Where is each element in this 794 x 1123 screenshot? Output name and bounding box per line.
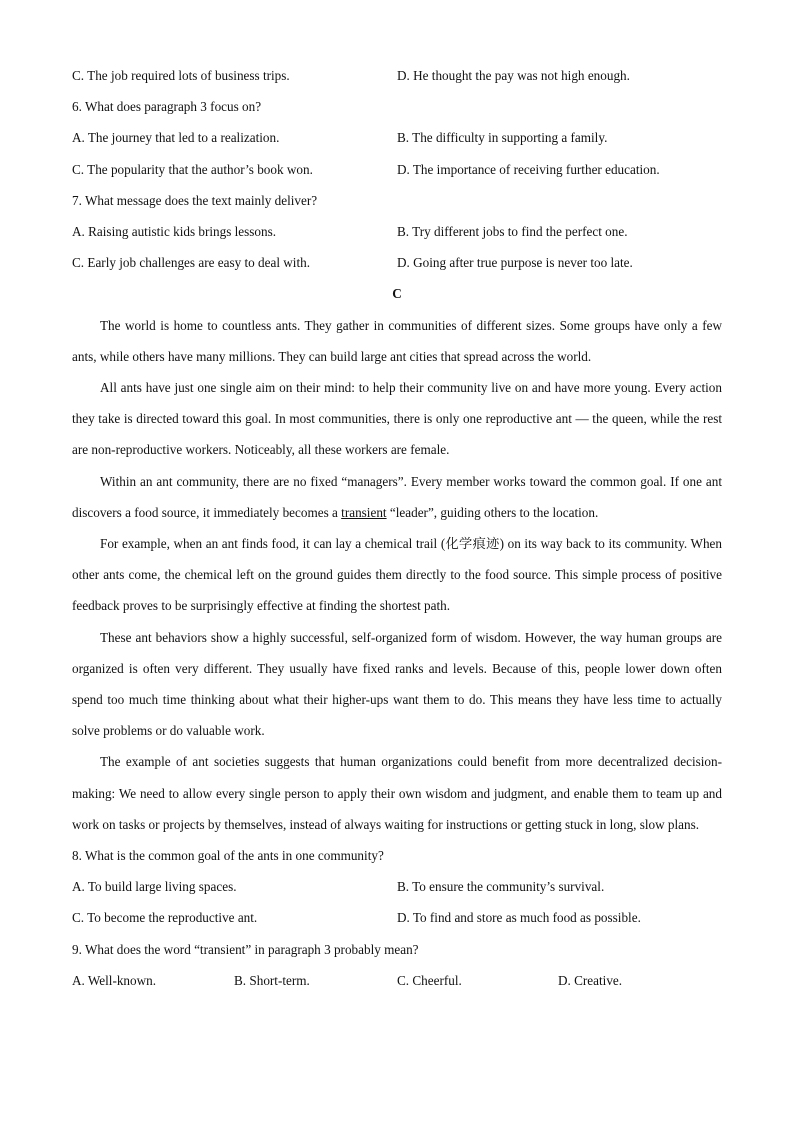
q9-option-d: D. Creative.: [558, 972, 623, 988]
q9-stem: 9. What does the word “transient” in paragraph 3 probably mean?: [72, 941, 419, 957]
passage-paragraph-1: The world is home to countless ants. They gather in communities of different sizes. Some groups have only a few ants, while others have many millions. They can build large ant cities that spread across the world.: [72, 317, 722, 364]
q7-option-d: D. Going after true purpose is never too late.: [397, 255, 633, 271]
q8-options-row-2: [72, 902, 722, 933]
q6-option-a: A. The journey that led to a realization.: [72, 130, 280, 146]
q9-option-a: A. Well-known.: [72, 972, 157, 988]
q7-option-a: A. Raising autistic kids brings lessons.: [72, 223, 277, 239]
q6-option-c: C. The popularity that the author’s book won.: [72, 161, 313, 177]
q7-option-b: B. Try different jobs to find the perfect one.: [397, 223, 628, 239]
q7-options-row-2: [72, 247, 722, 278]
passage-paragraph-3: [72, 466, 722, 528]
q5-options-row: [72, 60, 722, 91]
q9-options-row: [72, 965, 722, 996]
q5-option-c: C. The job required lots of business trips.: [72, 68, 290, 83]
q9-option-b: B. Short-term.: [234, 972, 310, 988]
q7-options-row-1: [72, 216, 722, 247]
paragraph-3-text-start: Within an ant community, there are no fixed “managers”. Every member works toward the common goal. If one ant discovers a food source, it immediately becomes a: [72, 473, 722, 520]
q6-option-b: B. The difficulty in supporting a family.: [397, 130, 608, 146]
q6-option-d: D. The importance of receiving further education.: [397, 161, 660, 177]
q9-option-c: C. Cheerful.: [397, 972, 462, 988]
q8-option-b: B. To ensure the community’s survival.: [397, 879, 605, 895]
q8-option-d: D. To find and store as much food as possible.: [397, 910, 641, 926]
q5-option-d: D. He thought the pay was not high enough.: [397, 68, 630, 83]
q8-stem: 8. What is the common goal of the ants in one community?: [72, 847, 384, 863]
q8-option-a: A. To build large living spaces.: [72, 879, 237, 895]
q6-options-row-2: [72, 154, 722, 185]
paragraph-3-text-end: “leader”, guiding others to the location.: [386, 504, 599, 520]
q7-stem: 7. What message does the text mainly deliver?: [72, 192, 318, 208]
q6-options-row-1: [72, 122, 722, 153]
passage-paragraph-5: These ant behaviors show a highly successful, self-organized form of wisdom. However, the way human groups are organized is often very different. They usually have fixed ranks and levels. Because of this, people lower down often spend too much time thinking about what their higher-ups want them to do. This means they have less time to actually solve problems or do valuable work.: [72, 629, 722, 739]
passage-paragraph-6: The example of ant societies suggests that human organizations could benefit from more decentralized decision-making: We need to allow every single person to apply their own wisdom and judgment, and enable them to team up and work on tasks or projects by themselves, instead of always waiting for instructions or getting stuck in long, slow plans.: [72, 754, 722, 832]
exam-page: [72, 60, 722, 996]
q8-option-c: C. To become the reproductive ant.: [72, 910, 258, 926]
q6-stem: 6. What does paragraph 3 focus on?: [72, 99, 262, 115]
section-label: C: [392, 286, 402, 302]
underlined-word-transient: transient: [341, 504, 387, 520]
passage-paragraph-2: All ants have just one single aim on their mind: to help their community live on and have more young. Every action they take is directed toward this goal. In most communities, there is only one reproductive ant — the queen, while the rest are non-reproductive workers. Noticeably, all these workers are female.: [72, 379, 722, 458]
q7-option-c: C. Early job challenges are easy to deal with.: [72, 255, 311, 271]
passage-paragraph-4: For example, when an ant finds food, it can lay a chemical trail (化学痕迹) on its way back to its community. When other ants come, the chemical left on the ground guides them directly to the food source. This simple process of positive feedback proves to be surprisingly effective at finding the shortest path.: [72, 535, 722, 614]
q8-options-row-1: [72, 871, 722, 902]
